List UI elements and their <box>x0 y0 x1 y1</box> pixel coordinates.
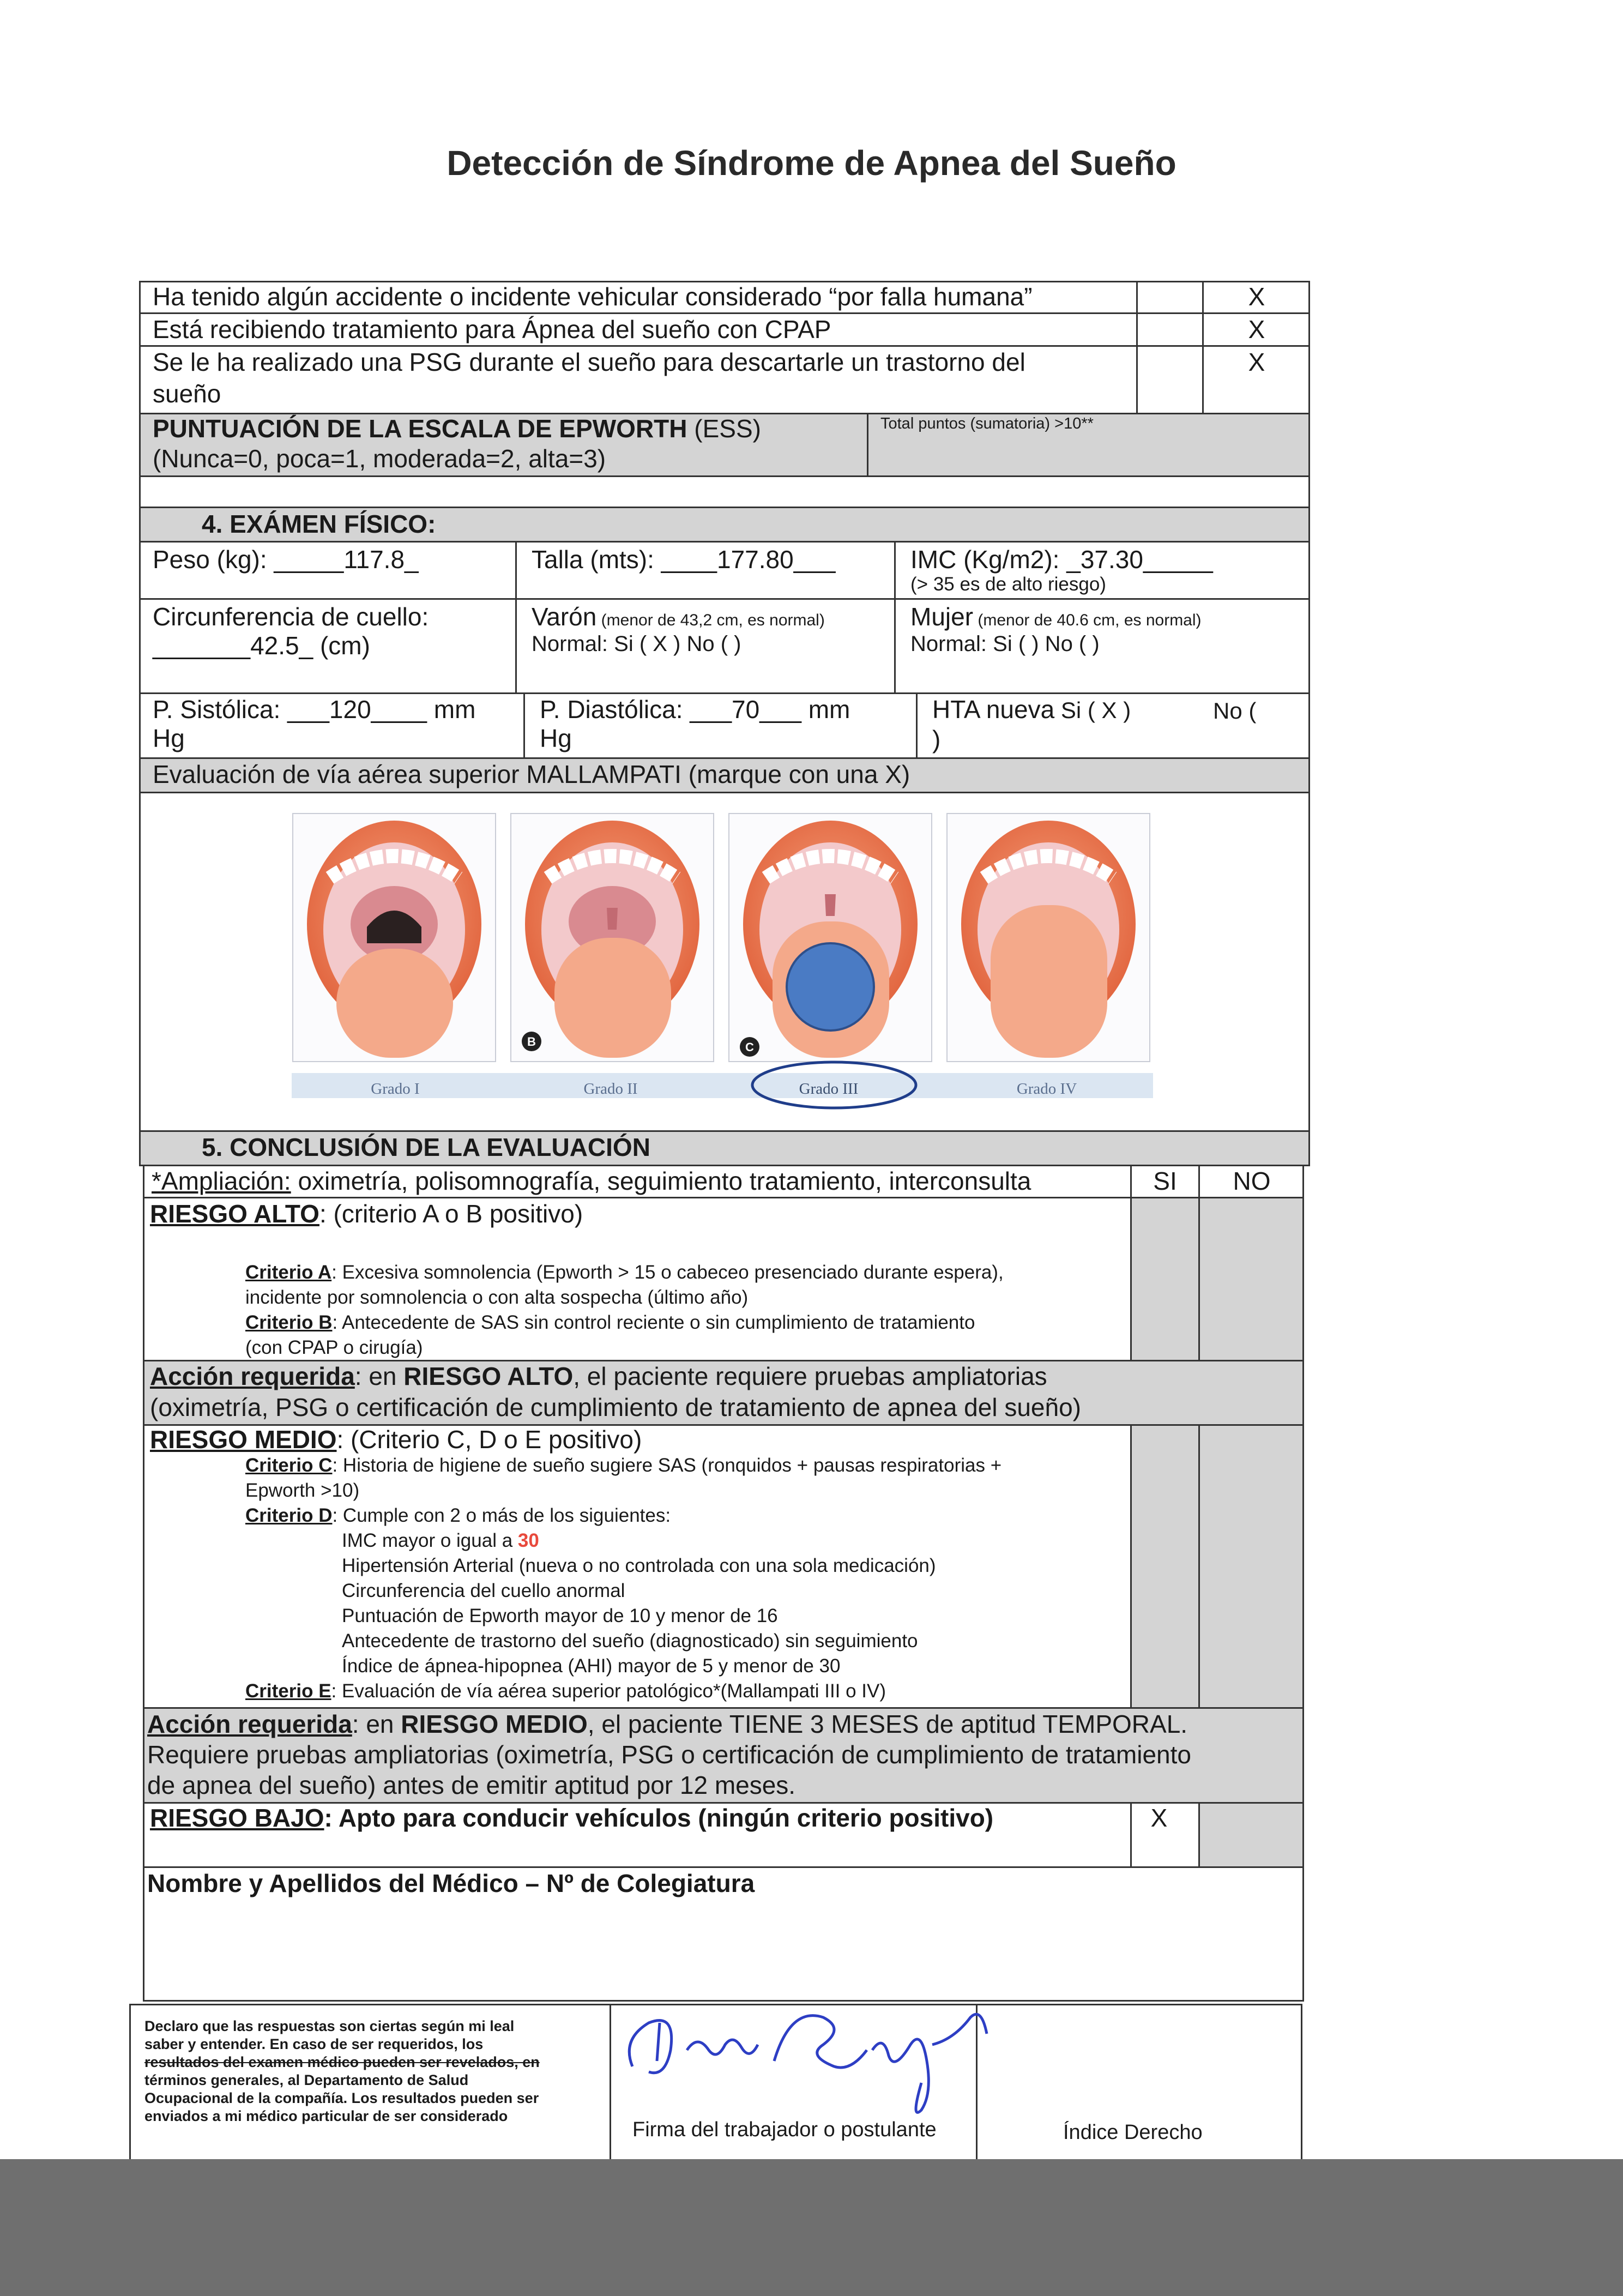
declaration-line: Ocupacional de la compañía. Los resultados pueden ser <box>144 2090 539 2106</box>
declaration-line: términos generales, al Departamento de Salud <box>144 2072 469 2088</box>
diastolica-field: P. Diastólica: ___70___ mm <box>540 695 850 724</box>
accion-label: Acción requerida <box>150 1362 355 1390</box>
criterio-d-imc <box>342 1528 539 1553</box>
indice-label: Índice Derecho <box>1063 2121 1203 2144</box>
divider <box>139 598 1310 600</box>
grade-label: Grado I <box>371 1080 420 1098</box>
mallampati-grade-4 <box>947 813 1150 1062</box>
divider <box>1202 281 1204 414</box>
accion-medio-line-1 <box>147 1710 1187 1738</box>
ampliacion-label: *Ampliación: <box>152 1167 291 1195</box>
riesgo-alto-label: RIESGO ALTO <box>150 1200 319 1228</box>
accion-alto-line-2: (oximetría, PSG o certificación de cumplimiento de tratamiento de apnea del sueño) <box>150 1393 1081 1421</box>
criterio-d <box>245 1503 671 1528</box>
mallampati-badge: B <box>527 1035 536 1048</box>
divider <box>143 1866 1304 1868</box>
imc-field: IMC (Kg/m2): _37.30_____ <box>910 545 1213 574</box>
riesgo-bajo-mark: X <box>1150 1804 1168 1832</box>
declaration-line: saber y entender. En caso de ser requeridos, los <box>144 2036 484 2052</box>
mallampati-grade-2 <box>511 813 714 1062</box>
mallampati-grade-1 <box>293 813 496 1062</box>
criterio-b-text-2: (con CPAP o cirugía) <box>245 1337 423 1358</box>
epworth-abbr: (ESS) <box>687 414 761 443</box>
accion-medio-line-3: de apnea del sueño) antes de emitir aptitud por 12 meses. <box>147 1771 796 1799</box>
signature <box>616 1985 998 2126</box>
divider <box>916 692 918 759</box>
mallampati-illustrations <box>292 812 1153 1112</box>
hta-label: HTA nueva <box>932 695 1055 724</box>
question-mark: X <box>1248 348 1265 376</box>
sistolica-unit: Hg <box>153 724 185 752</box>
medico-label: Nombre y Apellidos del Médico – Nº de Colegiatura <box>147 1869 755 1897</box>
cuello-value: _______42.5_ (cm) <box>153 631 370 660</box>
accion-medio-b: RIESGO MEDIO <box>401 1710 588 1738</box>
epworth-total-label: Total puntos (sumatoria) >10** <box>880 415 1094 432</box>
hta-field <box>932 695 1131 725</box>
criterio-a-label: Criterio A <box>245 1262 332 1283</box>
criterio-c-text-2: Epworth >10) <box>245 1480 360 1501</box>
criterio-b-text: : Antecedente de SAS sin control reciente o sin cumplimiento de tratamiento <box>332 1312 975 1333</box>
cuello-label: Circunferencia de cuello: <box>153 602 429 631</box>
criterio-d-item: Circunferencia del cuello anormal <box>342 1580 625 1601</box>
mujer-normal: Normal: Si ( ) No ( ) <box>910 632 1100 656</box>
accion-medio-a: : en <box>352 1710 401 1738</box>
mujer-note: (menor de 40.6 cm, es normal) <box>973 611 1202 629</box>
criterio-d-imc-text: IMC mayor o igual a <box>342 1530 518 1551</box>
riesgo-alto-no-bg <box>1200 1198 1302 1361</box>
varon-normal: Normal: Si ( X ) No ( ) <box>532 632 741 656</box>
talla-field: Talla (mts): ____177.80___ <box>532 545 836 574</box>
divider <box>143 1707 1304 1709</box>
divider <box>523 692 525 759</box>
mallampati-grade-3 <box>729 813 932 1062</box>
diastolica-unit: Hg <box>540 724 572 752</box>
accion-alto-c: , el paciente requiere pruebas ampliatorias <box>573 1362 1047 1390</box>
epworth-title <box>153 414 761 443</box>
epworth-title-bold: PUNTUACIÓN DE LA ESCALA DE EPWORTH <box>153 414 687 443</box>
criterio-d-item: Puntuación de Epworth mayor de 10 y menor de 16 <box>342 1605 778 1626</box>
criterio-c <box>245 1453 1001 1478</box>
hta-si: Si ( X ) <box>1054 697 1131 723</box>
declaration-line: resultados del examen médico pueden ser revelados, en <box>144 2054 540 2070</box>
riesgo-bajo-label: RIESGO BAJO <box>150 1804 324 1832</box>
accion-alto-a: : en <box>354 1362 404 1390</box>
varon-title: Varón <box>532 602 597 631</box>
riesgo-alto-si-bg <box>1132 1198 1198 1361</box>
divider <box>515 541 517 694</box>
hta-no: No ( <box>1213 698 1257 724</box>
criterio-e <box>245 1678 886 1704</box>
riesgo-medio-no-bg <box>1200 1426 1302 1708</box>
question-mark: X <box>1248 282 1265 311</box>
divider <box>139 345 1310 347</box>
conclusion-heading: 5. CONCLUSIÓN DE LA EVALUACIÓN <box>202 1133 650 1161</box>
criterio-a <box>245 1260 1004 1285</box>
criterio-d-item: Antecedente de trastorno del sueño (diagnosticado) sin seguimiento <box>342 1630 918 1652</box>
divider <box>139 312 1310 314</box>
divider <box>139 792 1310 793</box>
divider <box>143 1360 1304 1361</box>
riesgo-bajo-no-bg <box>1200 1804 1302 1866</box>
si-header: SI <box>1153 1167 1177 1195</box>
riesgo-bajo-text: : Apto para conducir vehículos (ningún criterio positivo) <box>324 1804 994 1832</box>
scan-margin <box>0 2159 1623 2296</box>
grade-label: Grado IV <box>1016 1080 1077 1098</box>
mallampati-heading: Evaluación de vía aérea superior MALLAMPATI (marque con una X) <box>153 760 910 788</box>
mujer-label <box>910 602 1202 635</box>
divider <box>867 413 868 477</box>
riesgo-medio-row <box>150 1425 642 1454</box>
question-mark: X <box>1248 315 1265 344</box>
mallampati-badge: C <box>745 1040 754 1054</box>
declaration-line: enviados a mi médico particular de ser considerado <box>144 2108 508 2124</box>
riesgo-alto-text: : (criterio A o B positivo) <box>319 1200 583 1228</box>
accion-alto-line-1 <box>150 1362 1047 1390</box>
criterio-c-text: : Historia de higiene de sueño sugiere SAS (ronquidos + pausas respiratorias + <box>332 1455 1002 1476</box>
divider <box>1136 281 1138 414</box>
criterio-c-label: Criterio C <box>245 1455 333 1476</box>
criterio-d-text: : Cumple con 2 o más de los siguientes: <box>332 1505 671 1526</box>
hta-close: ) <box>932 725 941 754</box>
criterio-e-label: Criterio E <box>245 1680 331 1702</box>
grade-label: Grado III <box>799 1080 859 1098</box>
question-text-continued: sueño <box>153 379 221 408</box>
divider <box>139 475 1310 477</box>
page-title: Detección de Síndrome de Apnea del Sueño <box>447 143 1176 183</box>
declaration-line: Declaro que las respuestas son ciertas según mi leal <box>144 2018 515 2034</box>
exam-heading: 4. EXÁMEN FÍSICO: <box>202 510 436 538</box>
imc-note: (> 35 es de alto riesgo) <box>910 574 1106 595</box>
accion-label: Acción requerida <box>147 1710 352 1738</box>
mallampati-svg <box>292 812 1153 1112</box>
divider <box>143 1197 1304 1198</box>
riesgo-medio-text: : (Criterio C, D o E positivo) <box>336 1425 642 1454</box>
no-header: NO <box>1233 1167 1271 1195</box>
question-text: Ha tenido algún accidente o incidente vehicular considerado “por falla humana” <box>153 282 1033 311</box>
epworth-scale: (Nunca=0, poca=1, moderada=2, alta=3) <box>153 444 606 473</box>
criterio-b-label: Criterio B <box>245 1312 333 1333</box>
question-text: Está recibiendo tratamiento para Ápnea del sueño con CPAP <box>153 315 831 344</box>
accion-medio-line-2: Requiere pruebas ampliatorias (oximetría, PSG o certificación de cumplimiento de tratamiento <box>147 1740 1191 1769</box>
criterio-a-text-2: incidente por somnolencia o con alta sospecha (último año) <box>245 1287 749 1308</box>
varon-note: (menor de 43,2 cm, es normal) <box>596 611 825 629</box>
criterio-a-text: : Excesiva somnolencia (Epworth > 15 o cabeceo presenciado durante espera), <box>331 1262 1004 1283</box>
riesgo-bajo-row <box>150 1804 993 1832</box>
grade-label: Grado II <box>583 1080 638 1098</box>
question-text: Se le ha realizado una PSG durante el sueño para descartarle un trastorno del <box>153 348 1025 376</box>
criterio-e-text: : Evaluación de vía aérea superior patológico*(Mallampati III o IV) <box>331 1680 886 1702</box>
ampliacion-row <box>152 1167 1031 1195</box>
signature-label: Firma del trabajador o postulante <box>632 2118 937 2141</box>
mujer-title: Mujer <box>910 602 974 631</box>
peso-field: Peso (kg): _____117.8_ <box>153 545 419 574</box>
criterio-d-imc-value: 30 <box>517 1530 539 1551</box>
riesgo-medio-si-bg <box>1132 1426 1198 1708</box>
criterio-d-label: Criterio D <box>245 1505 333 1526</box>
criterio-d-item: Hipertensión Arterial (nueva o no controlada con una sola medicación) <box>342 1555 936 1576</box>
riesgo-medio-label: RIESGO MEDIO <box>150 1425 337 1454</box>
accion-alto-b: RIESGO ALTO <box>403 1362 574 1390</box>
divider <box>610 2004 611 2159</box>
ampliacion-text: oximetría, polisomnografía, seguimiento tratamiento, interconsulta <box>291 1167 1031 1195</box>
divider <box>139 692 1310 694</box>
sistolica-field: P. Sistólica: ___120____ mm <box>153 695 476 724</box>
riesgo-alto-row <box>150 1200 583 1228</box>
divider <box>894 541 896 694</box>
criterio-b <box>245 1310 975 1335</box>
varon-label <box>532 602 825 635</box>
accion-medio-c: , el paciente TIENE 3 MESES de aptitud TEMPORAL. <box>587 1710 1188 1738</box>
criterio-d-item: Índice de ápnea-hipopnea (AHI) mayor de 5 y menor de 30 <box>342 1655 841 1677</box>
